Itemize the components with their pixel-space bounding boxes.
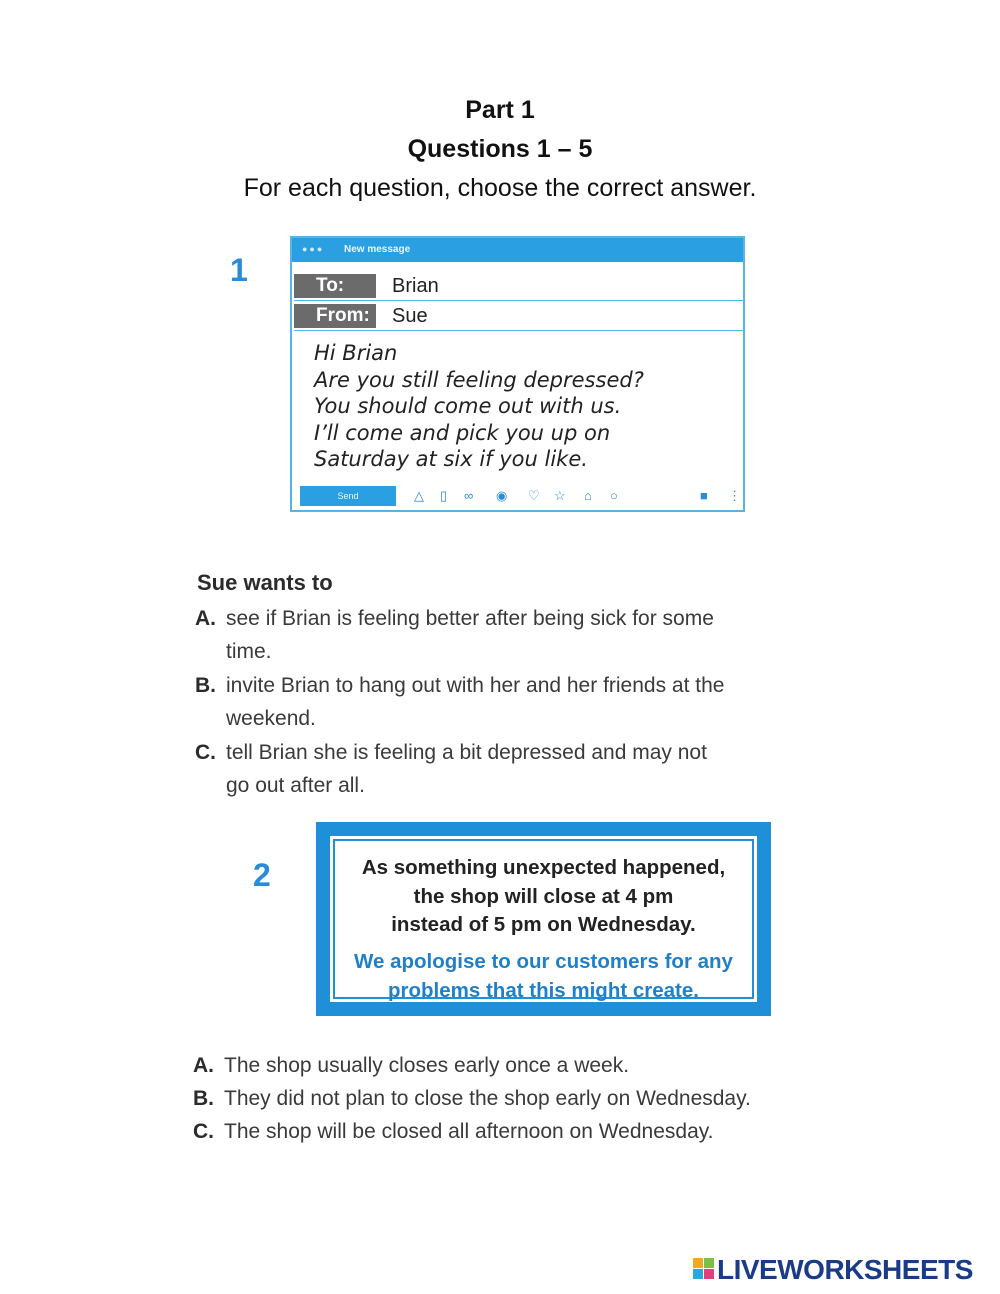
- option-letter: B.: [193, 1087, 214, 1110]
- option-text: The shop will be closed all afternoon on Wednesday.: [224, 1120, 714, 1143]
- logo-text: LIVEWORKSHEETS: [717, 1254, 973, 1285]
- photo-icon[interactable]: ◉: [496, 488, 508, 503]
- to-value: Brian: [392, 275, 439, 297]
- email-body-line: Hi Brian: [314, 341, 398, 365]
- option-letter: C.: [195, 741, 216, 764]
- delete-icon[interactable]: ■: [700, 488, 708, 503]
- from-value: Sue: [392, 305, 428, 327]
- email-toolbar: [292, 486, 743, 510]
- from-row: [294, 302, 743, 331]
- notice-line: the shop will close at 4 pm: [413, 884, 674, 908]
- email-body: [314, 340, 644, 473]
- from-label: From:: [294, 304, 376, 328]
- window-dots-icon: ●●●: [302, 244, 325, 254]
- option-text: The shop usually closes early once a week.: [224, 1054, 630, 1077]
- notice-panel: [328, 834, 759, 1004]
- option-text: tell Brian she is feeling a bit depressed and may not: [226, 741, 707, 764]
- attach-icon[interactable]: ▯: [440, 488, 448, 503]
- email-body-line: Are you still feeling depressed?: [314, 367, 644, 392]
- notice-line: As something unexpected happened,: [361, 856, 726, 879]
- notice-main-text: [330, 854, 757, 940]
- option-letter: A.: [195, 607, 216, 630]
- option-letter: C.: [193, 1120, 214, 1143]
- option-text: invite Brian to hang out with her and her friends at the: [226, 674, 725, 697]
- email-body-line: You should come out with us.: [314, 394, 622, 418]
- option-letter: B.: [195, 674, 216, 697]
- home-icon[interactable]: ⌂: [584, 488, 592, 503]
- email-title-bar: [292, 238, 743, 262]
- send-button[interactable]: Send: [300, 486, 396, 506]
- email-window-title: New message: [344, 244, 411, 255]
- option-text: time.: [226, 640, 272, 663]
- option-text: weekend.: [226, 707, 316, 730]
- more-icon[interactable]: ⋮: [728, 488, 741, 503]
- part-title: Part 1: [465, 96, 535, 124]
- to-label: To:: [294, 274, 376, 298]
- shop-notice: [316, 822, 771, 1016]
- notice-apology-text: [330, 948, 757, 1005]
- format-text-icon[interactable]: △: [414, 488, 424, 503]
- option-text: see if Brian is feeling better after being sick for some: [226, 607, 714, 630]
- option-text: go out after all.: [226, 774, 365, 797]
- notice-line: We apologise to our customers for any: [354, 950, 733, 973]
- option-letter: A.: [193, 1054, 214, 1077]
- notice-line: instead of 5 pm on Wednesday.: [391, 913, 696, 936]
- question-number-2: 2: [253, 857, 271, 893]
- question-1-stem: Sue wants to: [197, 570, 333, 595]
- logo-mark-icon: [693, 1258, 715, 1280]
- email-body-line: Saturday at six if you like.: [314, 447, 588, 471]
- link-icon[interactable]: ∞: [464, 488, 474, 503]
- to-row: [294, 272, 743, 301]
- search-icon[interactable]: ○: [610, 488, 618, 503]
- instruction-text: For each question, choose the correct answer.: [243, 174, 757, 202]
- notice-line: problems that this might create.: [388, 978, 699, 1002]
- question-number-1: 1: [230, 252, 248, 288]
- location-icon[interactable]: ♡: [528, 488, 540, 503]
- option-text: They did not plan to close the shop early on Wednesday.: [224, 1087, 751, 1110]
- email-window: [290, 236, 745, 512]
- star-icon[interactable]: ☆: [554, 488, 566, 503]
- email-body-line: I’ll come and pick you up on: [314, 420, 611, 445]
- questions-range: Questions 1 – 5: [407, 135, 593, 163]
